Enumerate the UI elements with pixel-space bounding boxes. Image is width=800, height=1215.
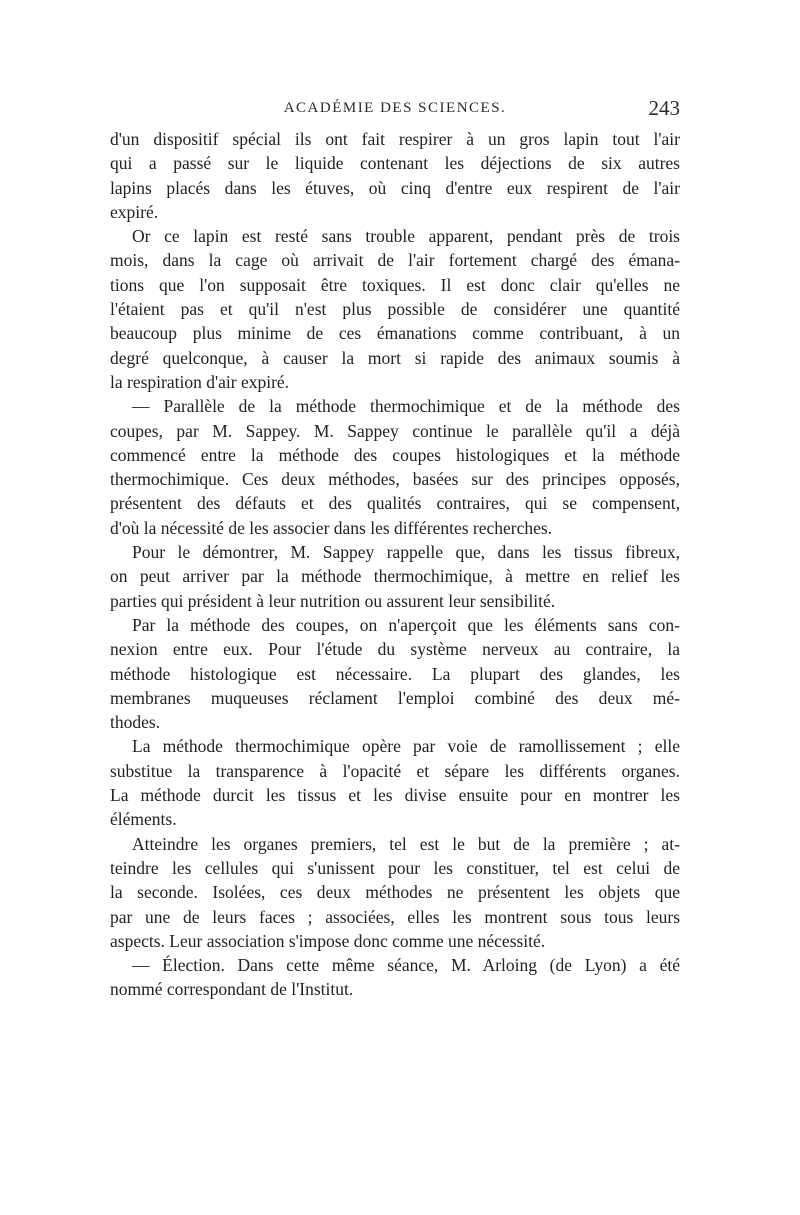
page-header (110, 96, 680, 126)
text-line: parties qui président à leur nutrition ou assurent leur sensibilité. (110, 590, 556, 611)
text-line: substitue la transparence à l'opacité et sépare les différents organes. (110, 760, 680, 781)
text-line: — Parallèle de la méthode thermochimique et de la méthode des (132, 396, 680, 417)
text-line: nommé correspondant de l'Institut. (110, 979, 354, 1000)
text-line: expiré. (110, 201, 159, 222)
text-line: mois, dans la cage où arrivait de l'air fortement chargé des émana- (110, 250, 680, 271)
text-line: La méthode durcit les tissus et les divise ensuite pour en montrer les (110, 785, 680, 806)
text-line: la respiration d'air expiré. (110, 371, 290, 392)
text-line: La méthode thermochimique opère par voie de ramollissement ; elle (132, 736, 680, 757)
text-line: éléments. (110, 809, 177, 830)
text-line: qui a passé sur le liquide contenant les déjections de six autres (110, 153, 680, 174)
text-line: lapins placés dans les étuves, où cinq d'entre eux respirent de l'air (110, 177, 680, 198)
text-line: aspects. Leur association s'impose donc comme une nécessité. (110, 930, 546, 951)
body-text (110, 127, 680, 1002)
text-line: d'un dispositif spécial ils ont fait respirer à un gros lapin tout l'air (110, 129, 680, 149)
text-line: coupes, par M. Sappey. M. Sappey continue le parallèle qu'il a déjà (110, 420, 680, 441)
text-line: méthode histologique est nécessaire. La plupart des glandes, les (110, 663, 680, 684)
text-line: thermochimique. Ces deux méthodes, basées sur des principes opposés, (110, 469, 680, 490)
text-line: tions que l'on supposait être toxiques. Il est donc clair qu'elles ne (110, 274, 680, 295)
text-line: on peut arriver par la méthode thermochimique, à mettre en relief les (110, 566, 680, 587)
text-line: Pour le démontrer, M. Sappey rappelle que, dans les tissus fibreux, (132, 542, 680, 563)
running-title: ACADÉMIE DES SCIENCES. (283, 100, 507, 116)
text-line: membranes muqueuses réclament l'emploi combiné des deux mé- (110, 687, 680, 708)
text-line: thodes. (110, 712, 161, 733)
text-line: Par la méthode des coupes, on n'aperçoit que les éléments sans con- (132, 614, 680, 635)
text-line: par une de leurs faces ; associées, elles les montrent sous tous leurs (110, 906, 680, 927)
page-number: 243 (648, 96, 680, 120)
text-line: beaucoup plus minime de ces émanations comme contribuant, à un (110, 323, 680, 344)
text-line: l'étaient pas et qu'il n'est plus possible de considérer une quantité (110, 299, 680, 320)
text-line: Or ce lapin est resté sans trouble apparent, pendant près de trois (132, 226, 680, 247)
text-line: — Élection. Dans cette même séance, M. Arloing (de Lyon) a été (132, 955, 680, 976)
text-line: nexion entre eux. Pour l'étude du système nerveux au contraire, la (110, 639, 680, 660)
text-line: la seconde. Isolées, ces deux méthodes ne présentent les objets que (110, 882, 680, 903)
text-line: présentent des défauts et des qualités contraires, qui se compensent, (110, 493, 680, 514)
text-line: Atteindre les organes premiers, tel est le but de la première ; at- (132, 833, 680, 854)
text-line: commencé entre la méthode des coupes histologiques et la méthode (110, 444, 680, 465)
text-line: d'où la nécessité de les associer dans les différentes recherches. (110, 517, 553, 538)
text-line: teindre les cellules qui s'unissent pour les constituer, tel est celui de (110, 857, 680, 878)
text-line: degré quelconque, à causer la mort si rapide des animaux soumis à (110, 347, 680, 368)
